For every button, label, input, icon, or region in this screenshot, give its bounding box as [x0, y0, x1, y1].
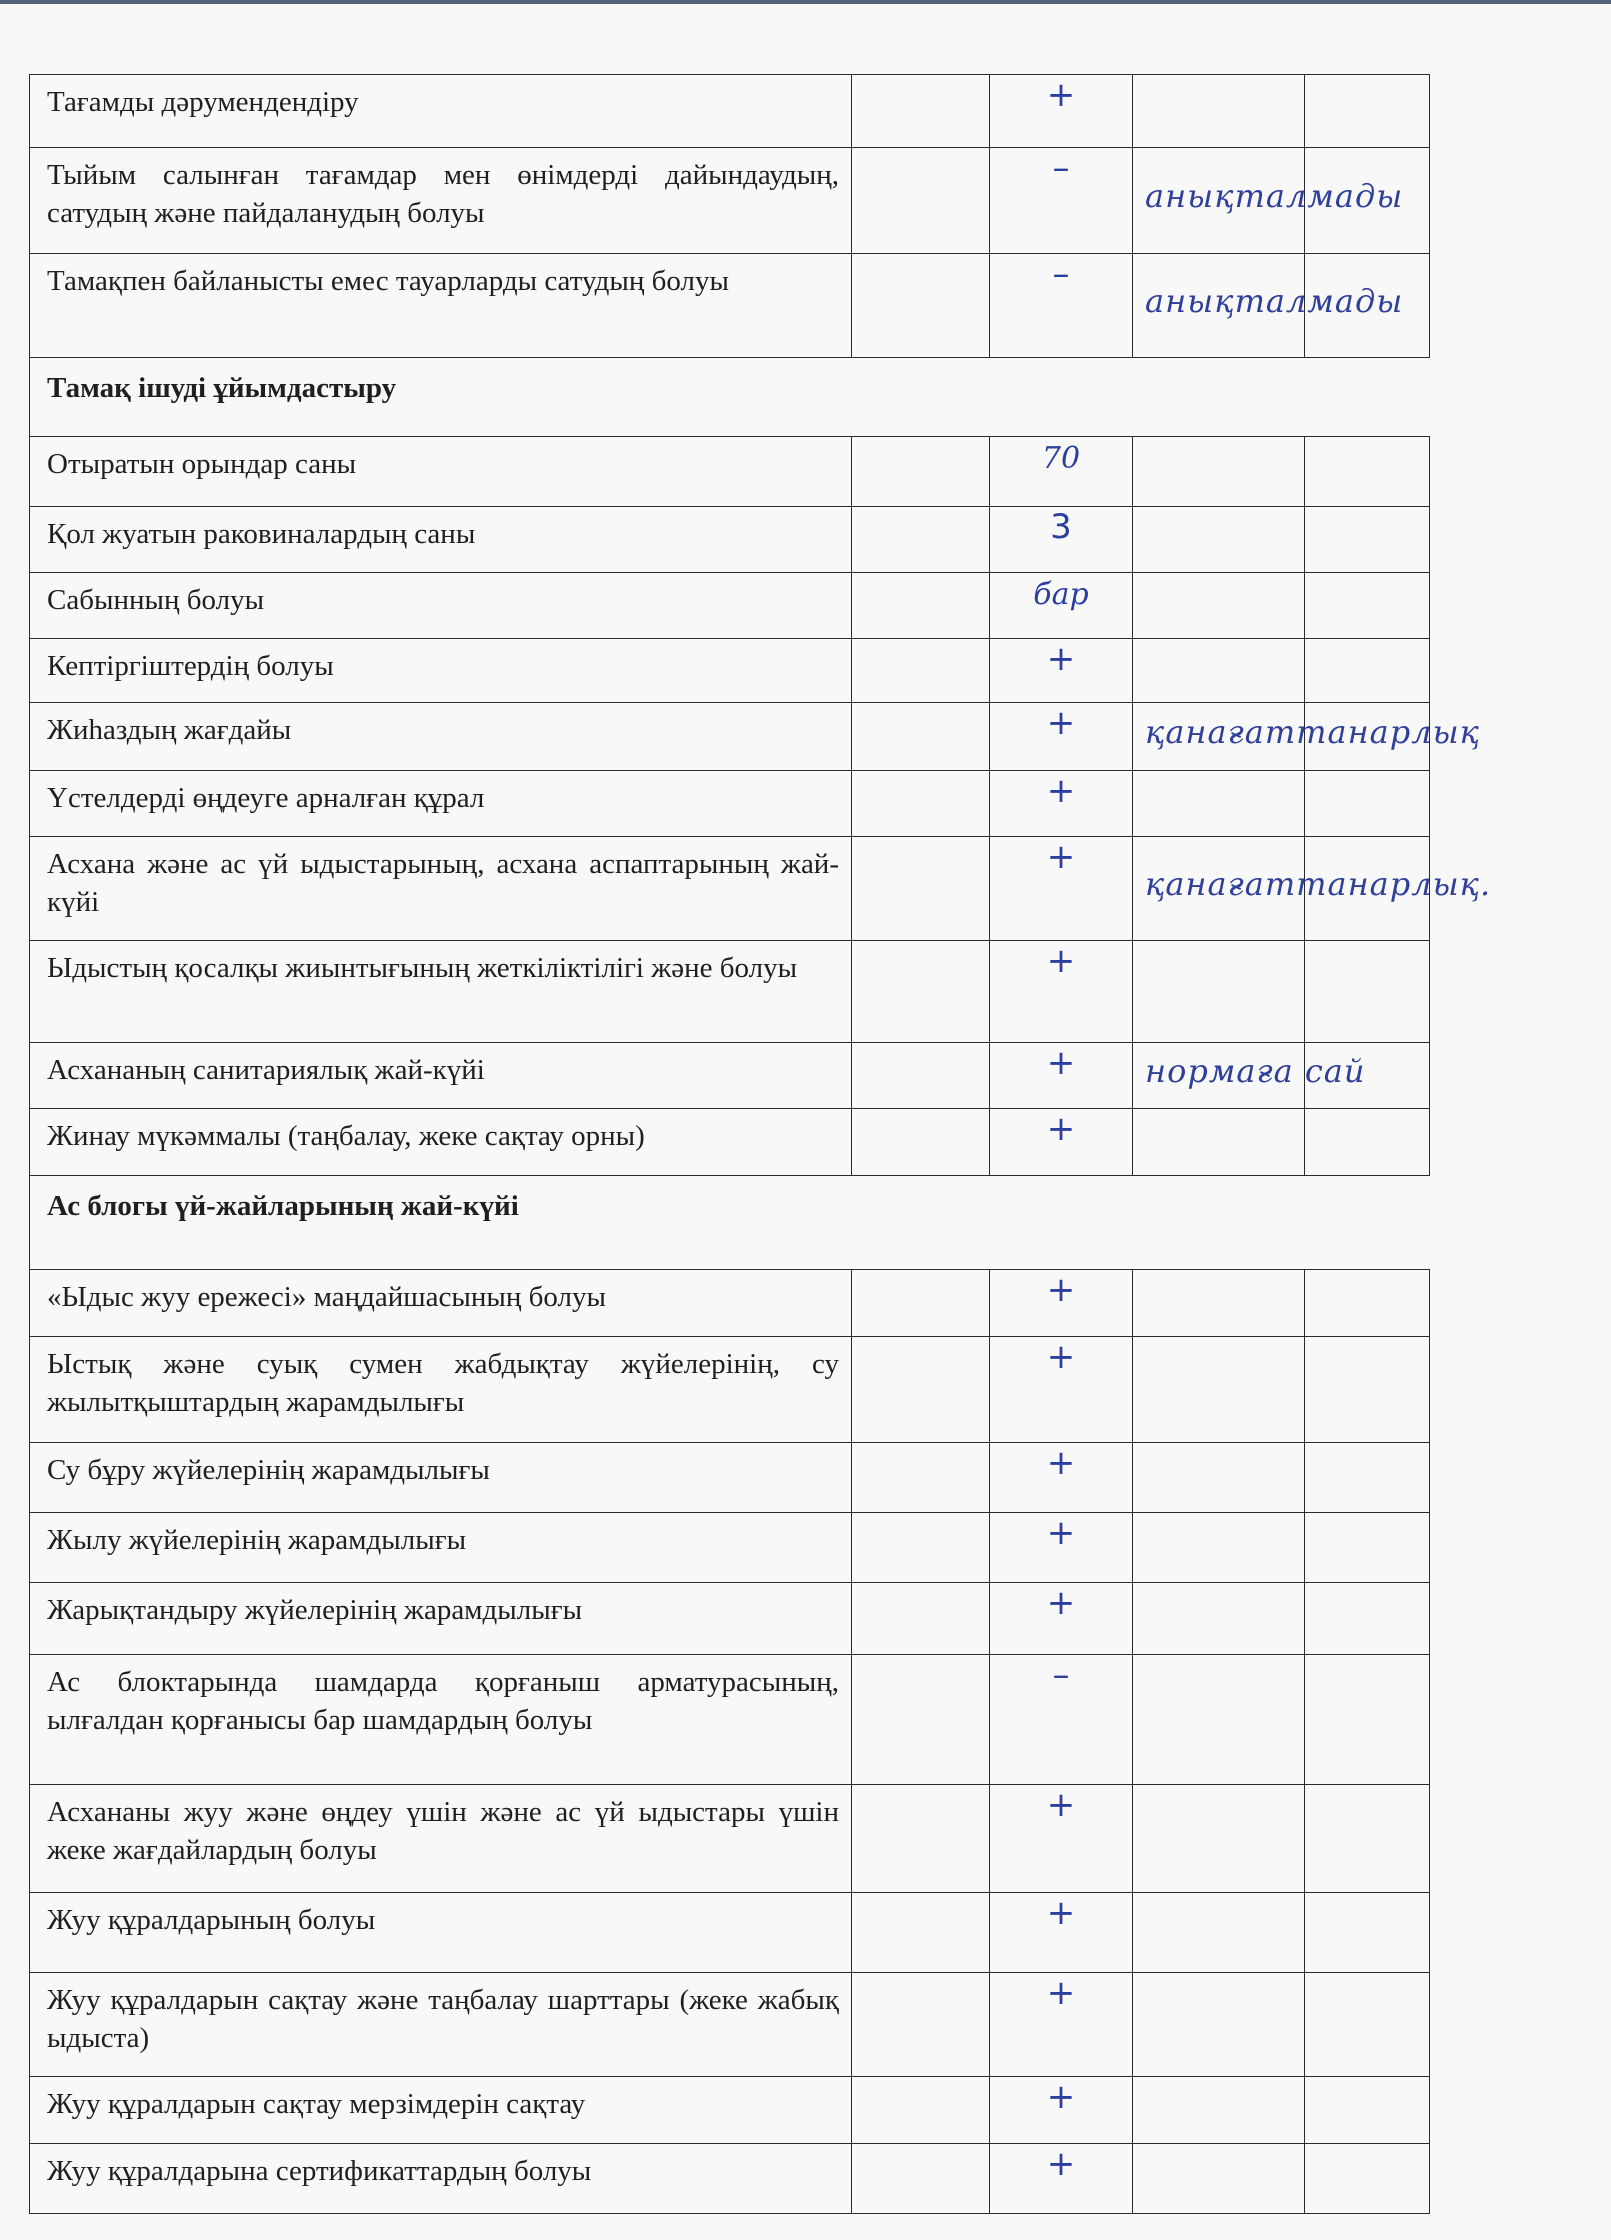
empty-cell	[1305, 1583, 1430, 1655]
empty-cell	[852, 1513, 990, 1583]
empty-cell	[852, 254, 990, 358]
handwritten-note: қанағаттанарлық	[1145, 713, 1481, 751]
handwritten-mark: бар	[1033, 577, 1089, 612]
table-row	[30, 1270, 1430, 1337]
empty-cell	[852, 1270, 990, 1337]
criterion-label: Сабынның болуы	[47, 584, 265, 616]
empty-cell	[852, 1893, 990, 1973]
empty-cell	[852, 507, 990, 573]
table-row	[30, 1109, 1430, 1176]
table-row	[30, 1043, 1430, 1109]
empty-cell	[852, 1443, 990, 1513]
empty-cell	[1305, 75, 1430, 148]
empty-cell	[852, 75, 990, 148]
section-header-row	[30, 358, 1430, 437]
empty-cell	[1305, 1785, 1430, 1893]
empty-cell	[852, 573, 990, 639]
empty-cell	[852, 1973, 990, 2077]
inspection-checklist-table	[29, 74, 1492, 2214]
empty-cell	[852, 837, 990, 941]
table-row	[30, 1893, 1430, 1973]
table-row	[30, 2077, 1430, 2144]
handwritten-note: анықталмады	[1145, 282, 1404, 320]
empty-cell	[1305, 771, 1430, 837]
empty-cell	[1305, 1109, 1430, 1176]
empty-cell	[852, 1655, 990, 1785]
handwritten-mark: +	[1046, 2144, 1076, 2184]
empty-cell	[852, 1785, 990, 1893]
section-header-row	[30, 1176, 1430, 1270]
handwritten-mark: +	[1046, 1583, 1076, 1623]
handwritten-mark: +	[1046, 75, 1076, 115]
handwritten-mark: +	[1046, 1893, 1076, 1933]
table-row	[30, 75, 1430, 148]
empty-cell	[1305, 1655, 1430, 1785]
handwritten-mark: +	[1046, 703, 1076, 743]
scan-top-edge	[0, 0, 1611, 4]
handwritten-mark: +	[1046, 1337, 1076, 1377]
empty-cell	[1305, 1270, 1430, 1337]
empty-cell	[852, 2144, 990, 2214]
empty-cell	[1305, 1337, 1430, 1443]
empty-cell	[1305, 2077, 1430, 2144]
handwritten-mark: +	[1046, 771, 1076, 811]
table-row	[30, 771, 1430, 837]
table-row	[30, 148, 1430, 254]
criterion-label: Тағамды дәрумендендіру	[47, 86, 359, 118]
criterion-label: Тыйым салынған тағамдар мен өнімдерді дайындаудың, сатудың және пайдаланудың болуы	[47, 159, 839, 229]
section-title: Ас блогы үй-жайларының жай-күйі	[47, 1190, 519, 1222]
table-row	[30, 941, 1430, 1043]
empty-cell	[1305, 573, 1430, 639]
criterion-label: Жинау мүкәммалы (таңбалау, жеке сақтау орны)	[47, 1120, 645, 1152]
handwritten-mark: +	[1046, 639, 1076, 679]
empty-cell	[852, 639, 990, 703]
empty-cell	[1305, 941, 1430, 1043]
empty-cell	[852, 771, 990, 837]
table-row	[30, 1583, 1430, 1655]
handwritten-note: қанағаттанарлық.	[1145, 865, 1492, 903]
empty-cell	[852, 437, 990, 507]
criterion-label: Жуу құралдарын сақтау мерзімдерін сақтау	[47, 2088, 586, 2120]
criterion-label: Үстелдерді өңдеуге арналған құрал	[47, 782, 485, 814]
handwritten-mark: +	[1046, 1109, 1076, 1149]
table-row	[30, 1513, 1430, 1583]
criterion-label: Су бұру жүйелерінің жарамдылығы	[47, 1454, 490, 1486]
empty-cell	[852, 703, 990, 771]
empty-cell	[1305, 1513, 1430, 1583]
handwritten-mark: +	[1046, 1513, 1076, 1553]
table-row	[30, 437, 1430, 507]
table-row	[30, 837, 1430, 941]
criterion-label: Отыратын орындар саны	[47, 448, 357, 480]
table-row	[30, 1337, 1430, 1443]
empty-cell	[1305, 2144, 1430, 2214]
criterion-label: Тамақпен байланысты емес тауарларды сатудың болуы	[47, 265, 729, 297]
handwritten-mark: +	[1046, 1443, 1076, 1483]
empty-cell	[1305, 437, 1430, 507]
empty-cell	[852, 1109, 990, 1176]
empty-cell	[852, 148, 990, 254]
empty-cell	[1305, 1443, 1430, 1513]
empty-cell	[852, 1337, 990, 1443]
handwritten-mark: +	[1046, 941, 1076, 981]
empty-cell	[1305, 1893, 1430, 1973]
handwritten-mark: –	[1052, 148, 1070, 188]
table-row	[30, 2144, 1430, 2214]
criterion-label: Жуу құралдарының болуы	[47, 1904, 376, 1936]
criterion-label: Асхана және ас үй ыдыстарының, асхана аспаптарының жай-күйі	[47, 848, 839, 918]
criterion-label: Кептіргіштердің болуы	[47, 650, 334, 682]
handwritten-note: анықталмады	[1145, 177, 1404, 215]
handwritten-mark: –	[1052, 1655, 1070, 1695]
criterion-label: Жиһаздың жағдайы	[47, 714, 292, 746]
empty-cell	[1305, 1973, 1430, 2077]
handwritten-mark: –	[1052, 254, 1070, 294]
criterion-label: Ыстық және суық сумен жабдықтау жүйелерінің, су жылытқыштардың жарамдылығы	[47, 1348, 839, 1418]
criterion-label: Жарықтандыру жүйелерінің жарамдылығы	[47, 1594, 583, 1626]
empty-cell	[852, 1583, 990, 1655]
table-row	[30, 573, 1430, 639]
table-row	[30, 254, 1430, 358]
criterion-label: Қол жуатын раковиналардың саны	[47, 518, 476, 550]
empty-cell	[1305, 639, 1430, 703]
handwritten-mark: +	[1046, 1043, 1076, 1083]
criterion-label: Ыдыстың қосалқы жиынтығының жеткіліктілігі және болуы	[47, 952, 798, 984]
table-row	[30, 1785, 1430, 1893]
empty-cell	[852, 1043, 990, 1109]
handwritten-mark: +	[1046, 1785, 1076, 1825]
empty-cell	[852, 941, 990, 1043]
table-row	[30, 639, 1430, 703]
handwritten-mark: +	[1046, 1973, 1076, 2013]
criterion-label: Ас блоктарында шамдарда қорғаныш арматурасының, ылғалдан қорғанысы бар шамдардың болуы	[47, 1666, 839, 1736]
table-row	[30, 703, 1430, 771]
empty-cell	[1305, 507, 1430, 573]
table-row	[30, 507, 1430, 573]
criterion-label: Жылу жүйелерінің жарамдылығы	[47, 1524, 467, 1556]
section-title: Тамақ ішуді ұйымдастыру	[47, 372, 397, 404]
table-row	[30, 1655, 1430, 1785]
criterion-label: Асхананы жуу және өңдеу үшін және ас үй ыдыстары үшін жеке жағдайлардың болуы	[47, 1796, 839, 1866]
table-row	[30, 1443, 1430, 1513]
criterion-label: Асхананың санитариялық жай-күйі	[47, 1054, 485, 1086]
empty-cell	[852, 2077, 990, 2144]
handwritten-mark: 3	[1050, 507, 1072, 547]
handwritten-mark: +	[1046, 837, 1076, 877]
handwritten-mark: +	[1046, 1270, 1076, 1310]
handwritten-note: нормаға сай	[1145, 1052, 1366, 1090]
table-row	[30, 1973, 1430, 2077]
criterion-label: Жуу құралдарын сақтау және таңбалау шарттары (жеке жабық ыдыста)	[47, 1984, 839, 2054]
handwritten-mark: 70	[1041, 441, 1081, 476]
criterion-label: «Ыдыс жуу ережесі» маңдайшасының болуы	[47, 1281, 606, 1313]
criterion-label: Жуу құралдарына сертификаттардың болуы	[47, 2155, 592, 2187]
handwritten-mark: +	[1046, 2077, 1076, 2117]
